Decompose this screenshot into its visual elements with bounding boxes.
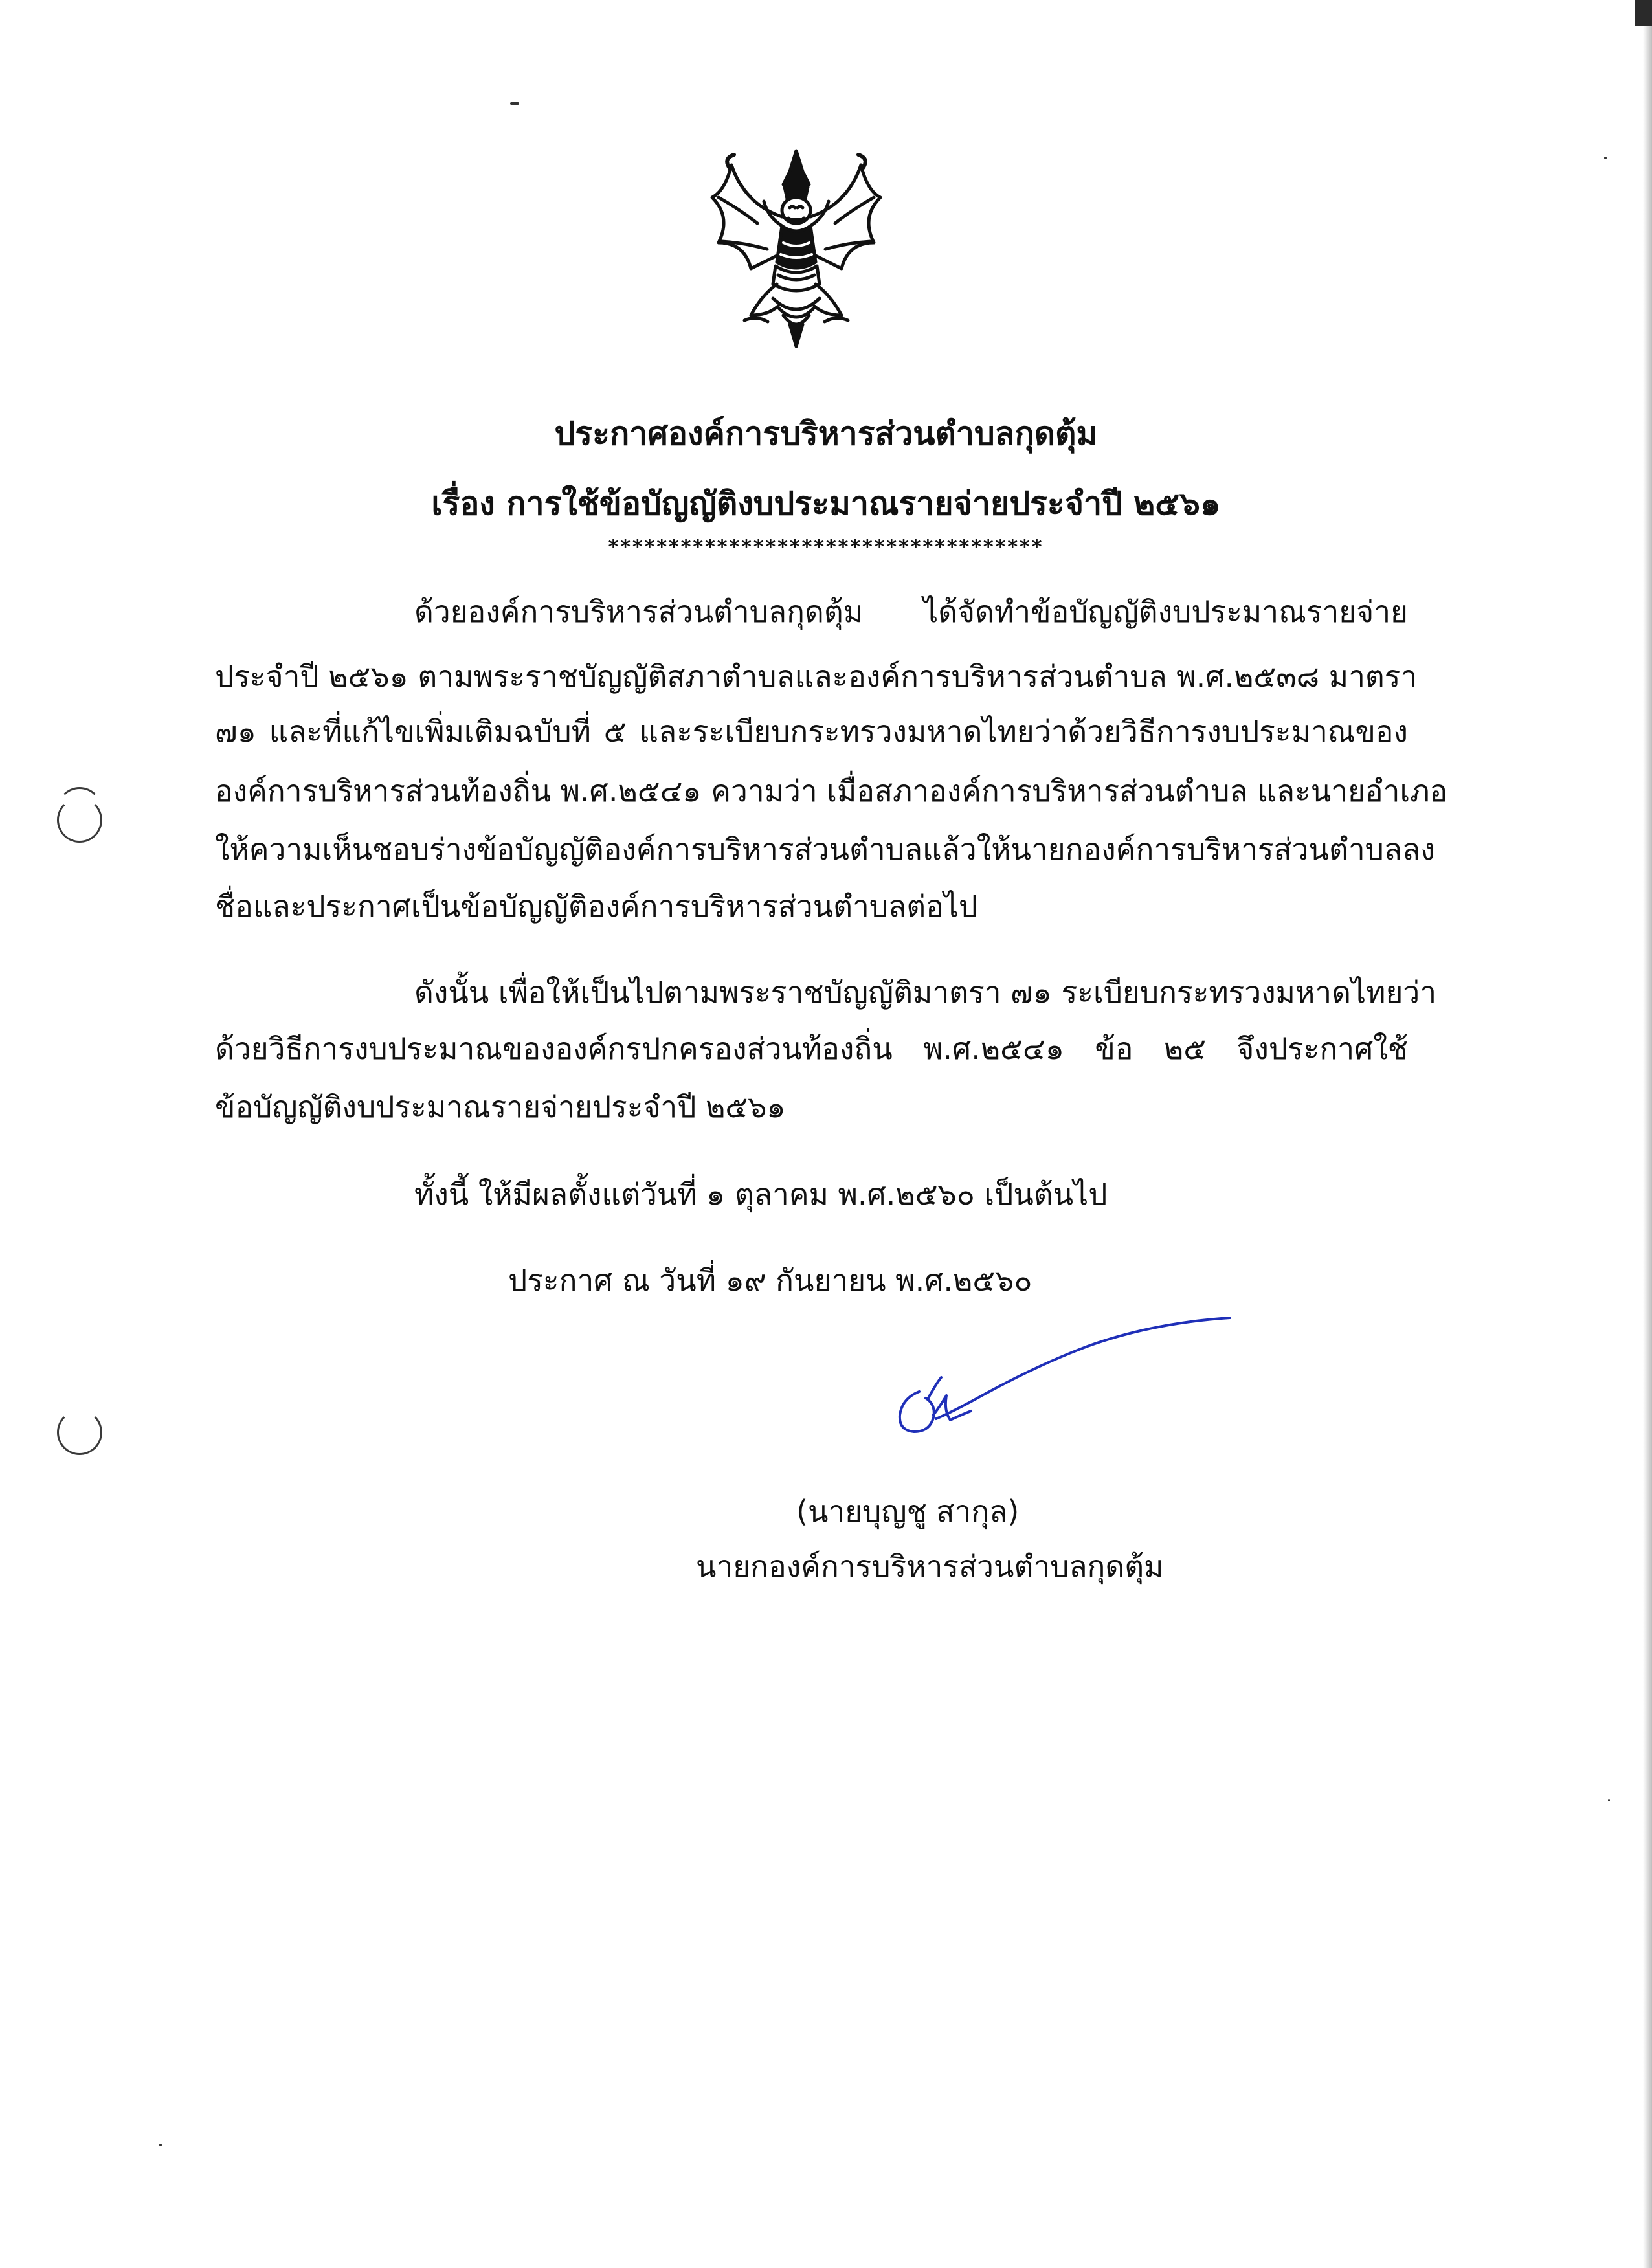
- punch-hole-mark: [57, 1410, 102, 1455]
- signatory-name: (นายบุญชู สากุล): [796, 1494, 1020, 1529]
- paragraph-1-line: ๗๑ และที่แก้ไขเพิ่มเติมฉบับที่ ๕ และระเบียบกระทรวงมหาดไทยว่าด้วยวิธีการงบประมาณของ: [215, 714, 1408, 749]
- signatory-position: นายกองค์การบริหารส่วนตำบลกุดตุ้ม: [696, 1549, 1164, 1584]
- announcement-date: ประกาศ ณ วันที่ ๑๙ กันยายน พ.ศ.๒๕๖๐: [508, 1263, 1032, 1298]
- scan-speck: [159, 2144, 162, 2146]
- document-title: ประกาศองค์การบริหารส่วนตำบลกุดตุ้ม: [554, 415, 1098, 452]
- paragraph-2-line: ด้วยวิธีการงบประมาณขององค์กรปกครองส่วนท้องถิ่น พ.ศ.๒๕๔๑ ข้อ ๒๕ จึงประกาศใช้: [215, 1031, 1408, 1066]
- scan-corner-mark: [1635, 0, 1652, 26]
- effective-date: ทั้งนี้ ให้มีผลตั้งแต่วันที่ ๑ ตุลาคม พ.ศ.๒๕๖๐ เป็นต้นไป: [414, 1177, 1108, 1212]
- title-separator: ************************************: [608, 536, 1044, 559]
- scan-speck: [1604, 157, 1607, 159]
- punch-hole-mark: [57, 797, 102, 843]
- paragraph-1-line: ด้วยองค์การบริหารส่วนตำบลกุดตุ้ม ได้จัดทำข้อบัญญัติงบประมาณรายจ่าย: [414, 594, 1408, 629]
- signature: [874, 1301, 1236, 1469]
- paragraph-1-line: ชื่อและประกาศเป็นข้อบัญญัติองค์การบริหารส่วนตำบลต่อไป: [215, 889, 978, 924]
- paragraph-1-line: ให้ความเห็นชอบร่างข้อบัญญัติองค์การบริหารส่วนตำบลแล้วให้นายกองค์การบริหารส่วนตำบลลง: [215, 832, 1435, 867]
- scan-speck: [1608, 1799, 1610, 1801]
- paragraph-1-line: องค์การบริหารส่วนท้องถิ่น พ.ศ.๒๕๔๑ ความว่า เมื่อสภาองค์การบริหารส่วนตำบล และนายอำเภอ: [215, 773, 1448, 808]
- paragraph-2-line: ดังนั้น เพื่อให้เป็นไปตามพระราชบัญญัติมาตรา ๗๑ ระเบียบกระทรวงมหาดไทยว่า: [414, 975, 1437, 1010]
- paragraph-1-line: ประจำปี ๒๕๖๑ ตามพระราชบัญญัติสภาตำบลและองค์การบริหารส่วนตำบล พ.ศ.๒๕๓๘ มาตรา: [215, 659, 1418, 694]
- scan-speck: [510, 102, 519, 105]
- document-subject: เรื่อง การใช้ข้อบัญญัติงบประมาณรายจ่ายประจำปี ๒๕๖๑: [431, 485, 1221, 522]
- paragraph-2-line: ข้อบัญญัติงบประมาณรายจ่ายประจำปี ๒๕๖๑: [215, 1089, 786, 1124]
- garuda-emblem-icon: [706, 146, 887, 359]
- scan-edge: [1643, 0, 1652, 2268]
